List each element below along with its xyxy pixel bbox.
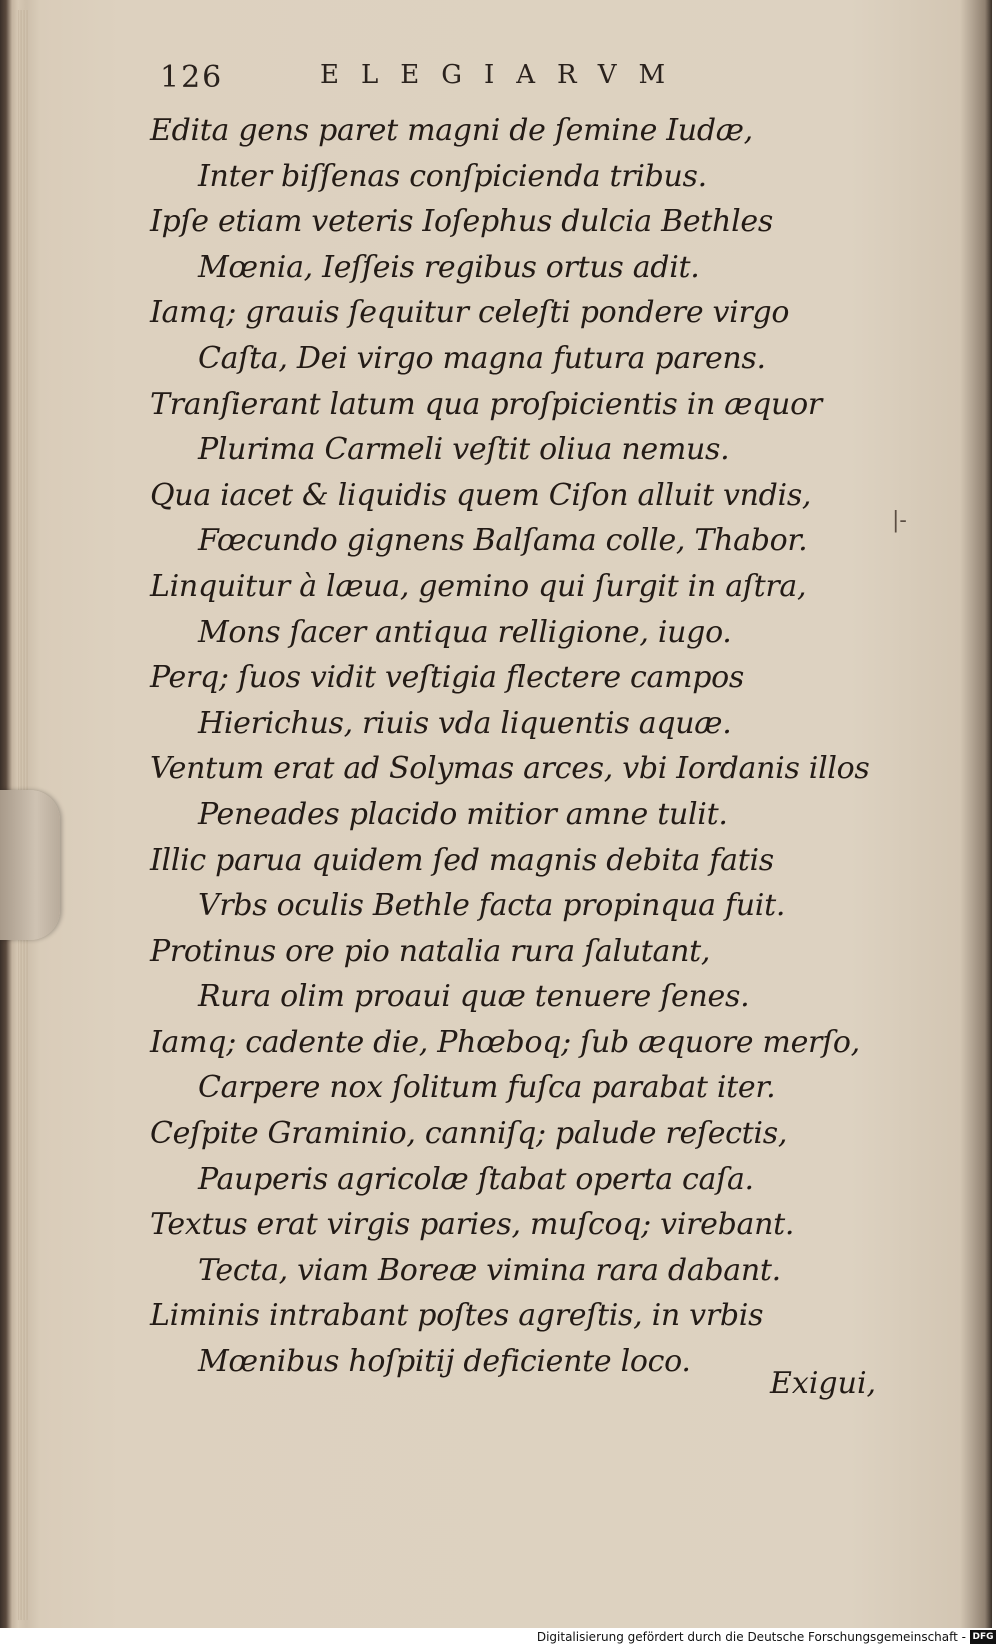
verse-line: Tecta, viam Boreæ vimina rara dabant. [198, 1252, 781, 1288]
funding-notice: Digitalisierung gefördert durch die Deutsche Forschungsgemeinschaft - [536, 1630, 966, 1644]
verse-line: Inter biſſenas conſpicienda tribus. [198, 158, 707, 194]
verse-line: Linquitur à læua, gemino qui ſurgit in aſtra, [150, 568, 807, 604]
verse-line: Perq; ſuos vidit veſtigia flectere campos [150, 660, 744, 696]
verse-line: Caſta, Dei virgo magna futura parens. [198, 340, 766, 376]
catchword: Exigui, [770, 1366, 877, 1401]
verse-line: Carpere nox ſolitum fuſca parabat iter. [198, 1070, 776, 1106]
verse-block [150, 108, 910, 1385]
verse-line: Fœcundo gignens Balſama colle, Thabor. [198, 523, 808, 559]
running-head [160, 60, 740, 100]
book-clip [0, 790, 60, 940]
verse-line: Ipſe etiam veteris Ioſephus dulcia Bethles [150, 204, 773, 240]
verse-line: Ceſpite Graminio, canniſq; palude reſectis, [150, 1116, 788, 1152]
verse-line: Peneades placido mitior amne tulit. [198, 796, 728, 832]
verse-line: Mœnibus hoſpitij deficiente loco. [198, 1344, 691, 1380]
verse-line: Plurima Carmeli veſtit oliua nemus. [198, 432, 730, 468]
page-number: 126 [160, 60, 224, 95]
verse-line: Liminis intrabant poſtes agreſtis, in vrbis [150, 1298, 764, 1334]
verse-line: Qua iacet & liquidis quem Ciſon alluit vndis, [150, 477, 812, 513]
verse-line: Iamq; cadente die, Phœboq; ſub æquore merſo, [150, 1024, 860, 1060]
verse-line: Ventum erat ad Solymas arces, vbi Iordanis illos [150, 751, 870, 787]
verse-line: Iamq; grauis ſequitur celeſti pondere virgo [150, 295, 790, 331]
verse-line: Protinus ore pio natalia rura ſalutant, [150, 933, 711, 969]
verse-line: Tranſierant latum qua proſpicientis in æquor [150, 386, 822, 422]
verse-line: Rura olim proaui quæ tenuere ſenes. [198, 979, 750, 1015]
verse-line: Mœnia, Ieſſeis regibus ortus adit. [198, 249, 700, 285]
verse-line: Vrbs oculis Bethle facta propinqua fuit. [198, 888, 786, 924]
verse-line: Hierichus, riuis vda liquentis aquæ. [198, 705, 732, 741]
dfg-logo: DFG [970, 1630, 996, 1644]
verse-line: Illic parua quidem ſed magnis debita fatis [150, 842, 774, 878]
running-title: ELEGIARVM [320, 60, 688, 90]
verse-line: Edita gens paret magni de ſemine Iudæ, [150, 113, 753, 148]
verse-line: Mons ſacer antiqua relligione, iugo. [198, 614, 732, 650]
verse-line: Pauperis agricolæ ſtabat operta caſa. [198, 1161, 754, 1197]
margin-mark: |- [892, 508, 907, 533]
verse-line: Textus erat virgis paries, muſcoq; virebant. [150, 1207, 795, 1243]
